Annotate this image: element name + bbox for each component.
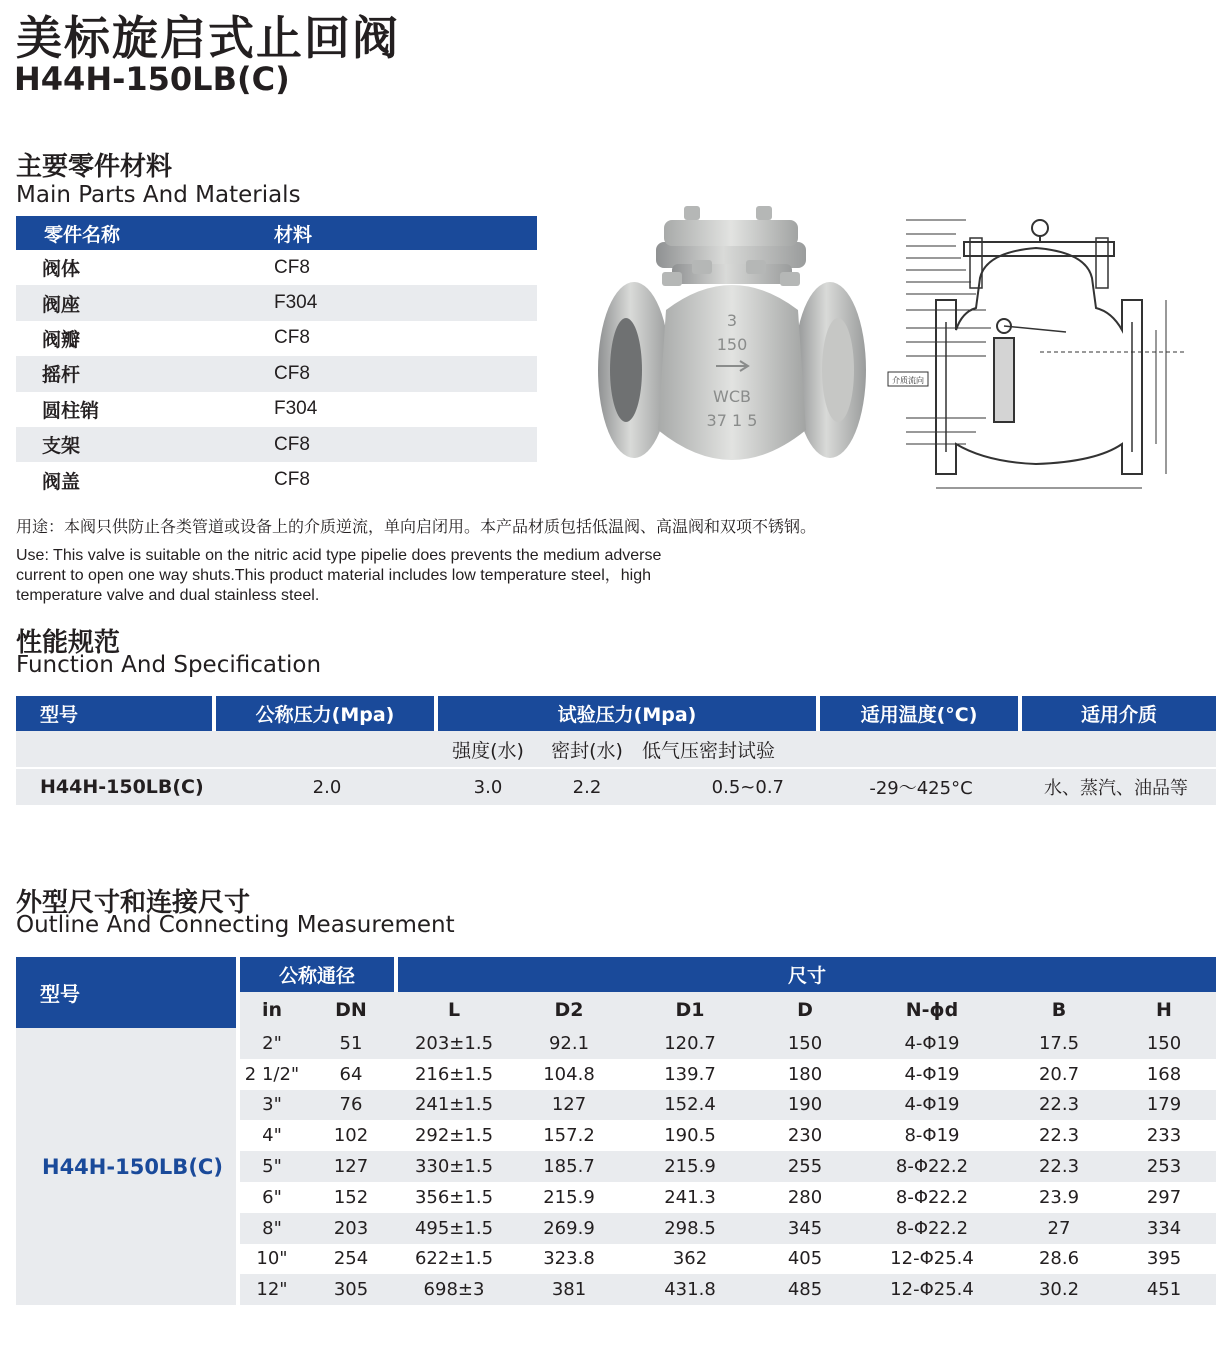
outline-cell: 28.6 — [1038, 1248, 1080, 1270]
outline-header-nominal: 公称通径 — [240, 957, 398, 992]
outline-cell: 22.3 — [1038, 1125, 1080, 1147]
outline-col-header: DN — [304, 992, 398, 1028]
outline-cell: 395 — [1146, 1248, 1182, 1270]
outline-col-header: D — [752, 992, 858, 1028]
outline-cell: 280 — [787, 1186, 823, 1208]
outline-cell: 27 — [1006, 1213, 1112, 1244]
spec-header-medium: 适用介质 — [1022, 696, 1216, 731]
spec-low-pressure: 0.5~0.7 — [636, 767, 820, 805]
outline-cell: 150 — [752, 1028, 858, 1059]
outline-cell: 203±1.5 — [398, 1028, 510, 1059]
outline-cell: 233 — [1146, 1125, 1182, 1147]
outline-cell: 20.7 — [1038, 1063, 1080, 1085]
outline-cell: 485 — [752, 1274, 858, 1305]
part-name: 阀盖 — [42, 470, 81, 493]
outline-col-header: B — [1006, 992, 1112, 1028]
outline-cell: 168 — [1146, 1063, 1182, 1085]
outline-cell: 216±1.5 — [414, 1063, 494, 1085]
outline-cell: 51 — [304, 1028, 398, 1059]
spec-seal: 2.2 — [538, 767, 636, 805]
spec-header-temp: 适用温度(°C) — [820, 696, 1022, 731]
part-name: 阀瓣 — [42, 328, 81, 351]
outline-cell: 190 — [752, 1090, 858, 1121]
outline-cell: 8" — [240, 1213, 304, 1244]
outline-col-header: in — [240, 992, 304, 1028]
outline-row — [16, 1028, 1216, 1059]
outline-section-subtitle: Outline And Connecting Measurement — [16, 912, 455, 938]
outline-cell: 241.3 — [664, 1186, 716, 1208]
part-material: CF8 — [274, 256, 310, 278]
outline-cell: 22.3 — [1006, 1151, 1112, 1182]
outline-model: H44H-150LB(C) — [16, 1028, 240, 1305]
outline-cell: 8-Φ22.2 — [858, 1151, 1006, 1182]
outline-col-header: D2 — [510, 992, 628, 1028]
spec-sub-low-pressure: 低气压密封试验 — [636, 731, 820, 767]
parts-section-subtitle: Main Parts And Materials — [16, 182, 301, 208]
spec-medium: 水、蒸汽、油品等 — [1022, 767, 1216, 805]
part-name: 圆柱销 — [42, 399, 100, 422]
spec-header-test: 试验压力(Mpa) — [438, 696, 820, 731]
outline-cell: 4-Φ19 — [858, 1090, 1006, 1121]
part-name: 摇杆 — [16, 356, 274, 391]
part-name: 支架 — [16, 427, 274, 462]
outline-cell: 150 — [1112, 1028, 1216, 1059]
valve-cross-section-drawing — [886, 212, 1206, 494]
part-material: F304 — [274, 285, 537, 320]
outline-cell: 698±3 — [398, 1274, 510, 1305]
outline-cell: 431.8 — [628, 1274, 752, 1305]
outline-cell: 3" — [240, 1090, 304, 1121]
model-title: H44H-150LB(C) — [14, 60, 290, 98]
parts-row — [16, 321, 537, 356]
outline-cell: 17.5 — [1006, 1028, 1112, 1059]
outline-header-size: 尺寸 — [398, 957, 1216, 992]
valve-photo — [596, 190, 868, 490]
part-material: CF8 — [274, 427, 537, 462]
part-material: CF8 — [274, 356, 537, 391]
outline-cell: 157.2 — [543, 1125, 595, 1147]
spec-sub-seal: 密封(水) — [538, 731, 636, 767]
part-material: CF8 — [274, 327, 310, 349]
outline-cell: 102 — [333, 1125, 369, 1147]
outline-cell: 12-Φ25.4 — [858, 1274, 1006, 1305]
outline-cell: 241±1.5 — [398, 1090, 510, 1121]
outline-cell: 152 — [333, 1186, 369, 1208]
outline-cell: 254 — [333, 1248, 369, 1270]
usage-en: Use: This valve is suitable on the nitric acid type pipelie does prevents the medium adverse current to open one way shuts.This product material includes low temperature steel，high temperature valve and dual stainless steel. — [16, 547, 662, 604]
outline-cell: 215.9 — [628, 1151, 752, 1182]
outline-cell: 127 — [510, 1090, 628, 1121]
photo-marking-material: WCB — [713, 387, 751, 406]
parts-row — [16, 285, 537, 320]
outline-cell: 405 — [787, 1248, 823, 1270]
outline-col-header: H — [1112, 992, 1216, 1028]
spec-strength: 3.0 — [438, 767, 538, 805]
spec-sub-strength: 强度(水) — [438, 731, 538, 767]
parts-table — [16, 216, 537, 498]
outline-cell: 381 — [510, 1274, 628, 1305]
outline-cell: 180 — [787, 1063, 823, 1085]
outline-cell: 152.4 — [628, 1090, 752, 1121]
outline-cell: 298.5 — [628, 1213, 752, 1244]
outline-header-model: 型号 — [16, 957, 240, 1028]
outline-section-title: 外型尺寸和连接尺寸 — [16, 888, 251, 918]
outline-cell: 104.8 — [543, 1063, 595, 1085]
photo-marking-class: 150 — [716, 335, 748, 354]
outline-col-header: L — [398, 992, 510, 1028]
spec-table — [16, 696, 1216, 805]
outline-cell: 334 — [1112, 1213, 1216, 1244]
outline-cell: 8-Φ22.2 — [895, 1186, 969, 1208]
outline-cell: 292±1.5 — [414, 1125, 494, 1147]
outline-col-header: D1 — [628, 992, 752, 1028]
photo-marking-size: 3 — [726, 311, 738, 330]
spec-header-model: 型号 — [16, 696, 216, 731]
outline-cell: 23.9 — [1038, 1186, 1080, 1208]
photo-marking-code: 37 1 5 — [706, 411, 758, 430]
outline-cell: 6" — [262, 1186, 282, 1208]
spec-nominal: 2.0 — [216, 767, 438, 805]
parts-row — [16, 356, 537, 391]
outline-cell: 179 — [1112, 1090, 1216, 1121]
outline-cell: 203 — [304, 1213, 398, 1244]
part-material: CF8 — [274, 469, 310, 491]
outline-cell: 76 — [304, 1090, 398, 1121]
outline-cell: 305 — [304, 1274, 398, 1305]
outline-cell: 120.7 — [628, 1028, 752, 1059]
outline-col-header: N-ϕd — [858, 992, 1006, 1028]
parts-header-name: 零件名称 — [16, 216, 274, 250]
parts-row — [16, 392, 537, 427]
outline-cell: 92.1 — [510, 1028, 628, 1059]
outline-cell: 12" — [240, 1274, 304, 1305]
part-material: F304 — [274, 398, 318, 420]
spec-section-subtitle: Function And Specification — [16, 652, 322, 678]
outline-cell: 362 — [672, 1248, 708, 1270]
outline-cell: 30.2 — [1006, 1274, 1112, 1305]
outline-cell: 139.7 — [664, 1063, 716, 1085]
parts-header-material: 材料 — [274, 216, 537, 250]
outline-cell: 185.7 — [510, 1151, 628, 1182]
page-title: 美标旋启式止回阀 — [16, 11, 400, 65]
outline-cell: 451 — [1112, 1274, 1216, 1305]
outline-cell: 323.8 — [543, 1248, 595, 1270]
spec-temp: -29～425°C — [820, 767, 1022, 805]
outline-cell: 127 — [304, 1151, 398, 1182]
usage-cn: 用途：本阀只供防止各类管道或设备上的介质逆流，单向启闭用。本产品材质包括低温阀、高温阀和双项不锈钢。 — [16, 517, 817, 536]
outline-cell: 64 — [339, 1063, 363, 1085]
part-name: 阀座 — [16, 285, 274, 320]
outline-cell: 4-Φ19 — [904, 1063, 960, 1085]
outline-table — [16, 957, 1216, 1305]
outline-cell: 495±1.5 — [398, 1213, 510, 1244]
spec-section-title: 性能规范 — [16, 628, 121, 658]
outline-cell: 230 — [787, 1125, 823, 1147]
outline-cell: 2" — [240, 1028, 304, 1059]
outline-cell: 356±1.5 — [414, 1186, 494, 1208]
parts-row — [16, 250, 537, 285]
outline-cell: 253 — [1112, 1151, 1216, 1182]
outline-cell: 4-Φ19 — [858, 1028, 1006, 1059]
outline-cell: 22.3 — [1006, 1090, 1112, 1121]
outline-cell: 255 — [752, 1151, 858, 1182]
outline-cell: 345 — [752, 1213, 858, 1244]
outline-cell: 190.5 — [664, 1125, 716, 1147]
outline-cell: 8-Φ19 — [904, 1125, 960, 1147]
spec-model: H44H-150LB(C) — [16, 767, 216, 805]
outline-cell: 622±1.5 — [414, 1248, 494, 1270]
outline-cell: 5" — [240, 1151, 304, 1182]
parts-section-title: 主要零件材料 — [16, 152, 173, 182]
outline-cell: 8-Φ22.2 — [858, 1213, 1006, 1244]
part-name: 阀体 — [42, 258, 81, 281]
outline-cell: 2 1/2" — [244, 1063, 300, 1085]
outline-cell: 215.9 — [543, 1186, 595, 1208]
outline-cell: 269.9 — [510, 1213, 628, 1244]
outline-cell: 297 — [1146, 1186, 1182, 1208]
outline-cell: 330±1.5 — [398, 1151, 510, 1182]
parts-row — [16, 427, 537, 462]
outline-cell: 4" — [262, 1125, 282, 1147]
parts-row — [16, 462, 537, 497]
flow-direction-label: 介质流向 — [892, 376, 924, 385]
outline-cell: 12-Φ25.4 — [890, 1248, 974, 1270]
spec-header-nominal: 公称压力(Mpa) — [216, 696, 438, 731]
outline-cell: 10" — [256, 1248, 288, 1270]
